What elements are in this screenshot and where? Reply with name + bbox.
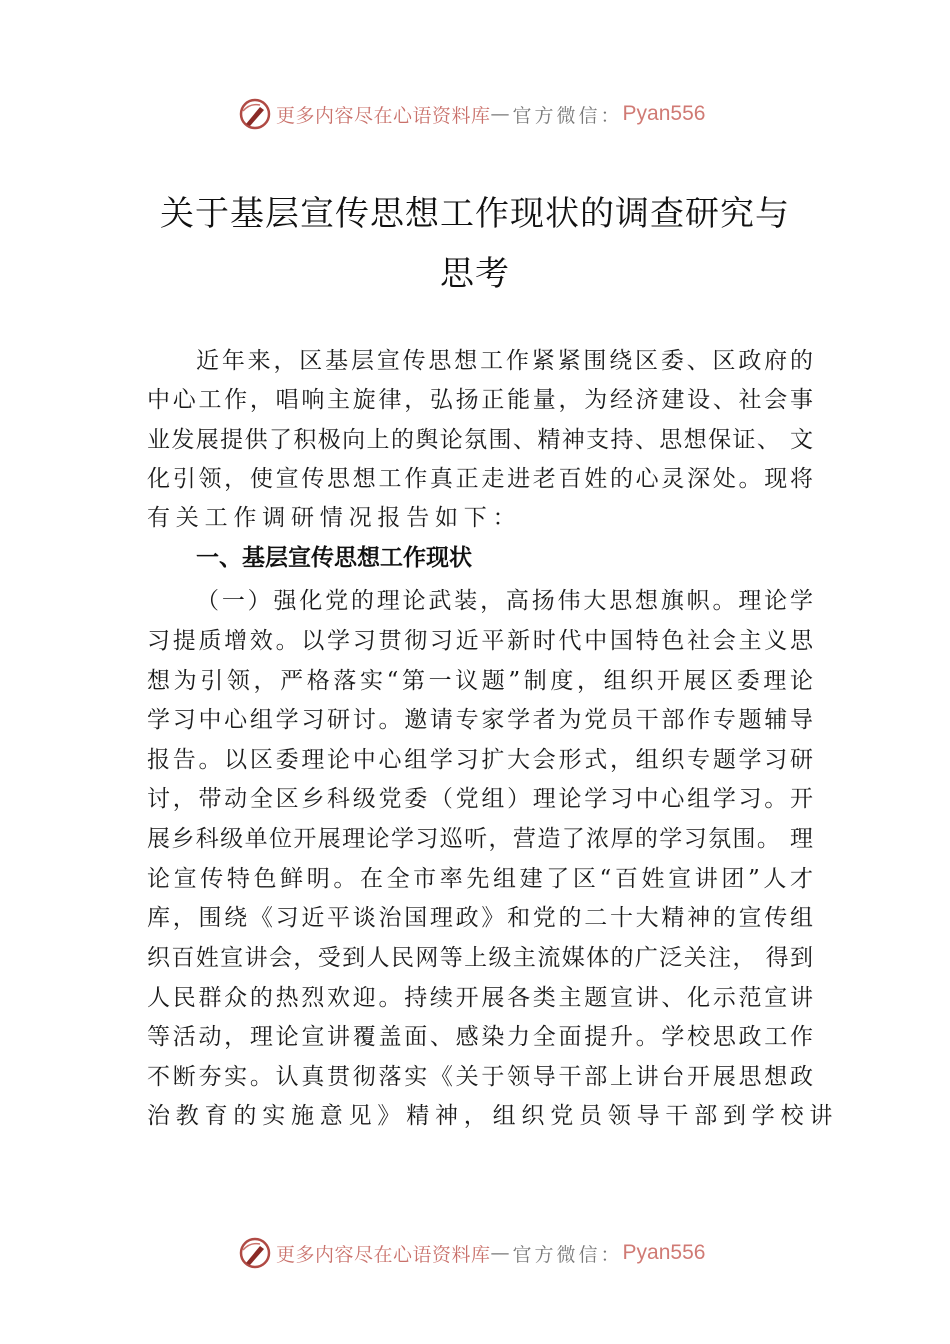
document-title-line-2: 思考 — [440, 254, 510, 294]
watermark-wechat-id: Pyan556 — [622, 102, 706, 125]
paragraph-line: 讨，带动全区乡科级党委（党组）理论学习中心组学习。开 — [147, 786, 813, 812]
paragraph-line: 人民群众的热烈欢迎。持续开展各类主题宣讲、化示范宣讲 — [147, 985, 813, 1011]
paragraph-line: 业发展提供了积极向上的舆论氛围、精神支持、思想保证、 文 — [147, 427, 813, 453]
watermark-wechat-id: Pyan556 — [622, 1241, 706, 1264]
watermark-site: 更多内容尽在心语资料库 — [276, 1243, 491, 1266]
watermark-dash: — — [490, 103, 513, 125]
document-title-line-1: 关于基层宣传思想工作现状的调查研究与 — [160, 194, 790, 234]
paragraph-line: 习提质增效。以学习贯彻习近平新时代中国特色社会主义思 — [147, 628, 813, 654]
watermark-site: 更多内容尽在心语资料库 — [276, 104, 491, 127]
paragraph-line: 论宣传特色鲜明。在全市率先组建了区“百姓宣讲团”人才 — [147, 866, 813, 892]
paragraph-line: 治教育的实施意见》精神，组织党员领导干部到学校讲 — [147, 1103, 839, 1129]
paragraph-line: 近年来，区基层宣传思想工作紧紧围绕区委、区政府的 — [196, 348, 813, 374]
paragraph-line: 库，围绕《习近平谈治国理政》和党的二十大精神的宣传组 — [147, 905, 813, 931]
paragraph-line: 化引领，使宣传思想工作真正走进老百姓的心灵深处。现将 — [147, 466, 813, 492]
paragraph-line: 报告。以区委理论中心组学习扩大会形式，组织专题学习研 — [147, 747, 813, 773]
paragraph-line: 有关工作调研情况报告如下： — [147, 505, 522, 531]
paragraph-line: 不断夯实。认真贯彻落实《关于领导干部上讲台开展思想政 — [147, 1064, 813, 1090]
watermark-dash: — — [490, 1242, 513, 1264]
watermark-wechat-label: 官方微信： — [512, 1243, 623, 1266]
section-heading: 一、基层宣传思想工作现状 — [196, 545, 472, 571]
footer-watermark — [238, 1233, 728, 1273]
watermark-wechat-label: 官方微信： — [512, 104, 623, 127]
paragraph-line: 中心工作，唱响主旋律，弘扬正能量，为经济建设、社会事 — [147, 387, 813, 413]
paragraph-line: （一）强化党的理论武装，高扬伟大思想旗帜。理论学 — [196, 588, 813, 614]
paragraph-line: 等活动，理论宣讲覆盖面、感染力全面提升。学校思政工作 — [147, 1024, 813, 1050]
paragraph-line: 织百姓宣讲会，受到人民网等上级主流媒体的广泛关注， 得到 — [147, 945, 813, 971]
pen-logo-icon — [238, 1236, 272, 1270]
pen-logo-icon — [238, 97, 272, 131]
paragraph-line: 想为引领，严格落实“第一议题”制度，组织开展区委理论 — [147, 668, 813, 694]
paragraph-line: 学习中心组学习研讨。邀请专家学者为党员干部作专题辅导 — [147, 707, 813, 733]
header-watermark — [238, 94, 728, 134]
paragraph-line: 展乡科级单位开展理论学习巡听，营造了浓厚的学习氛围。 理 — [147, 826, 813, 852]
